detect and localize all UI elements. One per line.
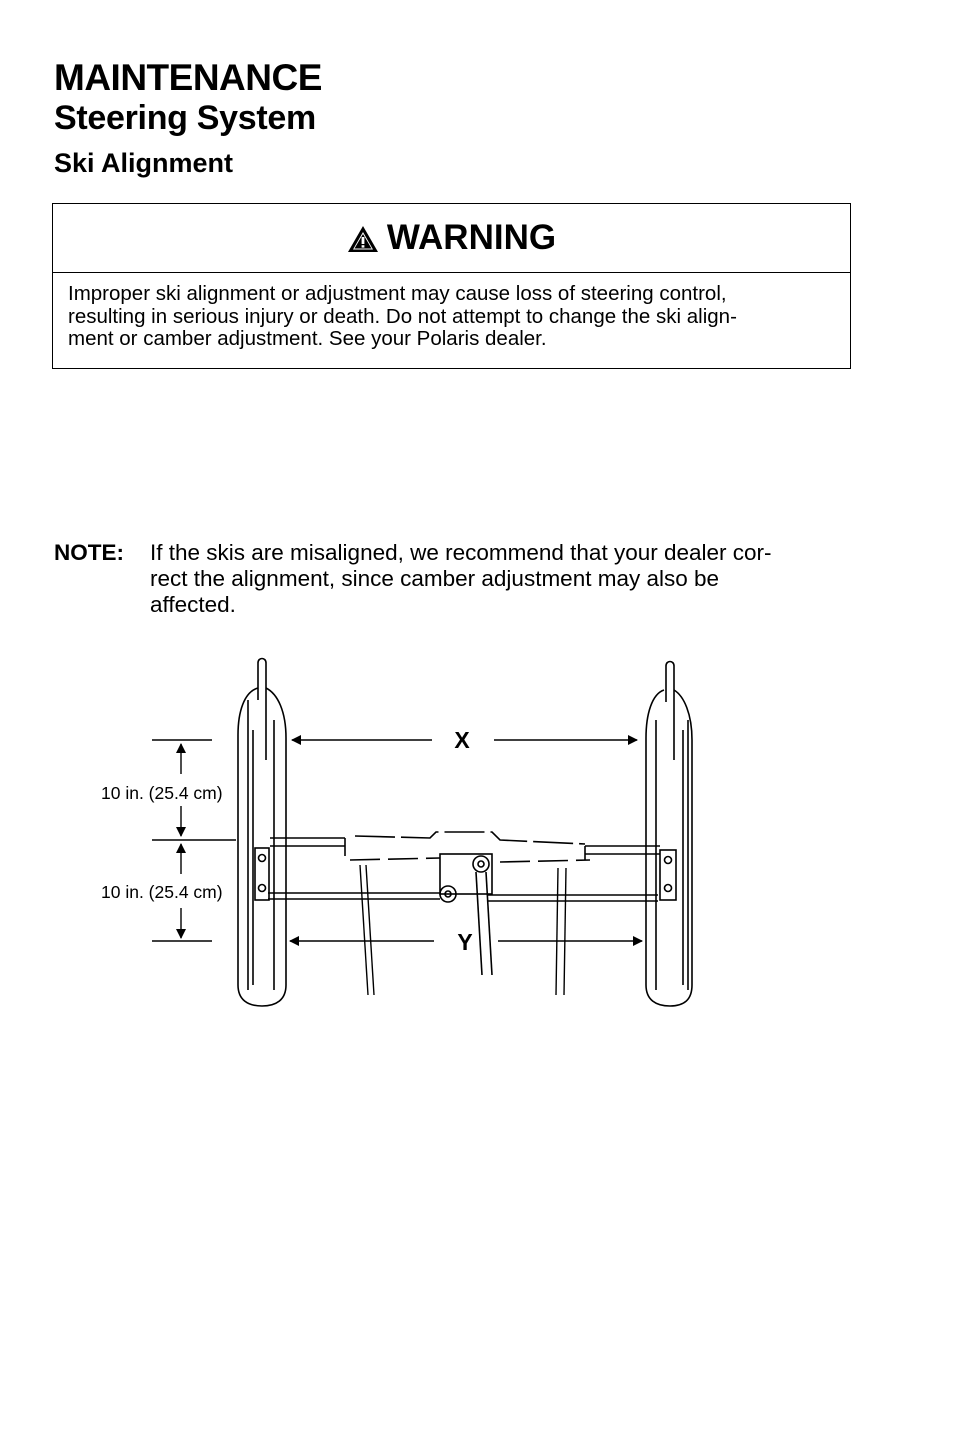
dimension-lower-label: 10 in. (25.4 cm) — [101, 882, 223, 902]
steering-arm — [440, 854, 492, 975]
note-line: rect the alignment, since camber adjustment may also be — [150, 566, 720, 591]
note-label: NOTE: — [54, 540, 124, 565]
right-ski — [646, 662, 692, 1007]
ski-alignment-diagram — [0, 640, 954, 1020]
section-title: MAINTENANCE — [54, 57, 322, 98]
upper-linkage — [270, 832, 660, 862]
warning-text — [53, 273, 850, 351]
warning-line: Improper ski alignment or adjustment may cause loss of steering control, — [68, 282, 727, 305]
dimension-upper-label: 10 in. (25.4 cm) — [101, 783, 223, 803]
note-text — [150, 540, 850, 618]
vertical-dimensions — [152, 740, 236, 941]
warning-line: ment or camber adjustment. See your Polaris dealer. — [68, 327, 547, 350]
page-title: Steering System — [54, 99, 316, 137]
warning-header — [53, 204, 850, 273]
note-line: If the skis are misaligned, we recommend that your dealer cor- — [150, 540, 772, 565]
warning-triangle-icon — [347, 225, 379, 253]
note-line: affected. — [150, 592, 236, 617]
warning-box — [52, 203, 851, 369]
page-subtitle: Ski Alignment — [54, 148, 234, 178]
left-ski — [238, 659, 286, 1007]
label-x: X — [454, 727, 470, 753]
warning-heading: WARNING — [386, 218, 557, 257]
label-y: Y — [457, 929, 473, 955]
warning-line: resulting in serious injury or death. Do not attempt to change the ski align- — [68, 304, 737, 328]
